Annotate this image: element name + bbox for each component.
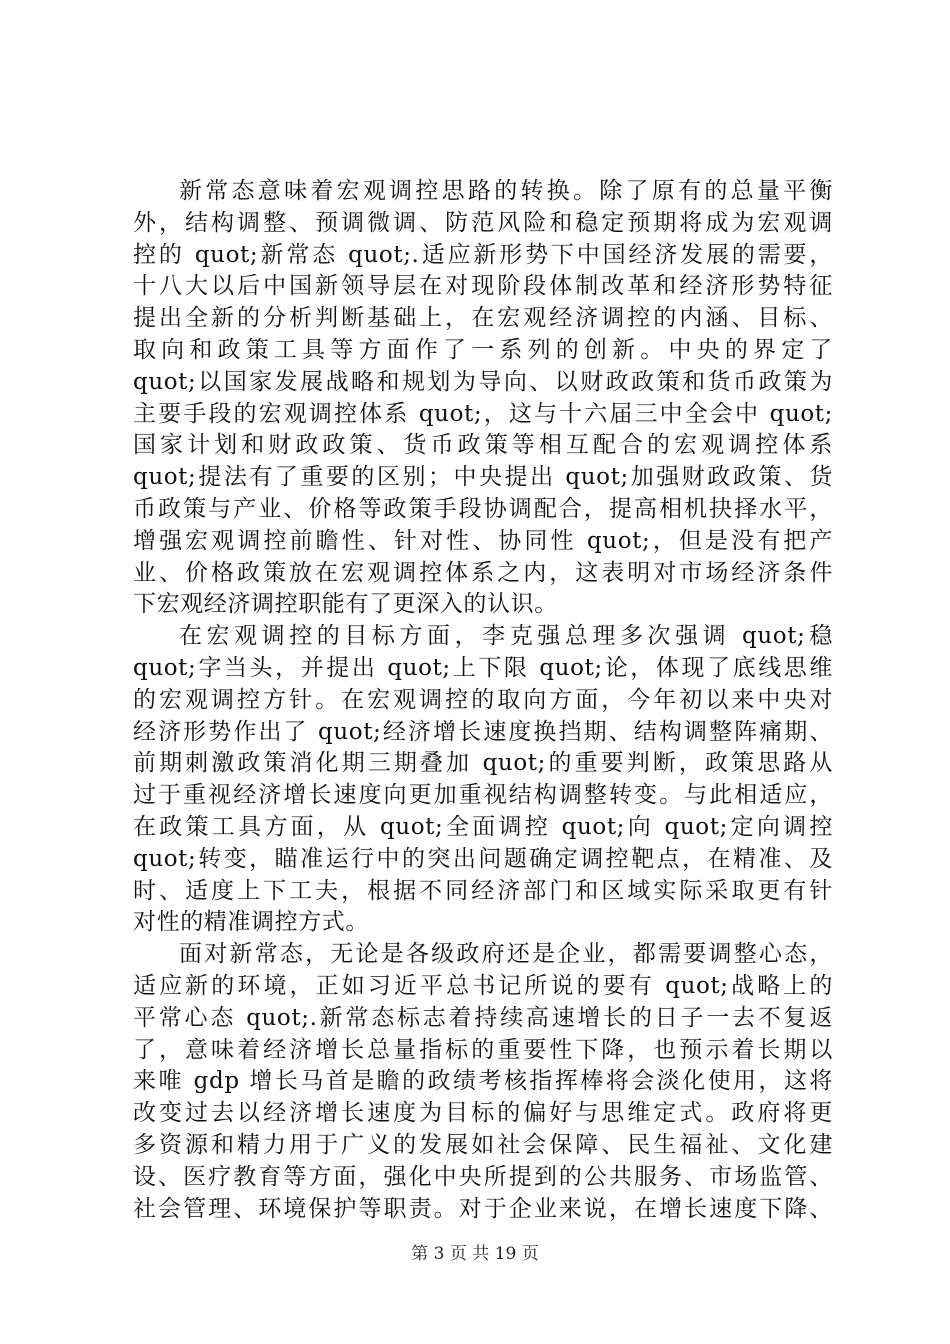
text-line: 在宏观调控的目标方面，李克强总理多次强调 quot;稳 [179,623,833,650]
text-line: 主要手段的宏观调控体系 quot;，这与十六届三中全会中 quot; [133,400,833,427]
text-line: 多资源和精力用于广义的发展如社会保障、民生福祉、文化建 [133,1131,833,1158]
text-line: 平常心态 quot;.新常态标志着持续高速增长的日子一去不复返 [133,1004,833,1031]
text-line: 经济形势作出了 quot;经济增长速度换挡期、结构调整阵痛期、 [133,718,833,745]
text-line: quot;提法有了重要的区别；中央提出 quot;加强财政政策、货 [133,464,833,491]
text-line: 币政策与产业、价格等政策手段协调配合，提高相机抉择水平， [133,495,833,522]
text-line: 社会管理、环境保护等职责。对于企业来说，在增长速度下降、 [133,1195,833,1222]
text-line: 改变过去以经济增长速度为目标的偏好与思维定式。政府将更 [133,1100,833,1127]
text-line: 新常态意味着宏观调控思路的转换。除了原有的总量平衡 [179,178,833,204]
text-line: 控的 quot;新常态 quot;.适应新形势下中国经济发展的需要， [133,241,833,268]
text-line: quot;转变，瞄准运行中的突出问题确定调控靶点，在精准、及 [133,845,833,872]
paragraph-new-normal-mindset [133,939,833,1225]
text-line: 时、适度上下工夫，根据不同经济部门和区域实际采取更有针 [133,877,833,904]
text-line: 国家计划和财政政策、货币政策等相互配合的宏观调控体系 [133,432,833,459]
text-line: 面对新常态，无论是各级政府还是企业，都需要调整心态， [179,941,833,968]
page-number-footer: 第 3 页 共 19 页 [411,1244,539,1264]
text-line: quot;字当头，并提出 quot;上下限 quot;论，体现了底线思维 [133,654,833,681]
text-line: quot;以国家发展战略和规划为导向、以财政政策和货币政策为 [133,368,833,395]
text-line: 在政策工具方面，从 quot;全面调控 quot;向 quot;定向调控 [133,813,833,840]
text-line: 增强宏观调控前瞻性、针对性、协同性 quot;，但是没有把产 [133,527,833,554]
text-line: 适应新的环境，正如习近平总书记所说的要有 quot;战略上的 [133,972,833,999]
text-line: 了，意味着经济增长总量指标的重要性下降，也预示着长期以 [133,1036,833,1063]
text-line: 业、价格政策放在宏观调控体系之内，这表明对市场经济条件 [133,559,833,586]
document-body [133,176,833,1225]
text-line: 提出全新的分析判断基础上，在宏观经济调控的内涵、目标、 [133,305,833,332]
text-line: 的宏观调控方针。在宏观调控的取向方面，今年初以来中央对 [133,686,833,713]
text-line: 来唯 gdp 增长马首是瞻的政绩考核指挥棒将会淡化使用，这将 [133,1068,833,1095]
text-line: 外，结构调整、预调微调、防范风险和稳定预期将成为宏观调 [133,209,833,236]
text-line: 前期刺激政策消化期三期叠加 quot;的重要判断，政策思路从 [133,750,833,777]
text-line: 十八大以后中国新领导层在对现阶段体制改革和经济形势特征 [133,273,833,300]
text-line: 下宏观经济调控职能有了更深入的认识。 [133,591,558,618]
text-line: 对性的精准调控方式。 [133,909,369,936]
text-line: 设、医疗教育等方面，强化中央所提到的公共服务、市场监管、 [133,1163,833,1190]
text-line: 过于重视经济增长速度向更加重视结构调整转变。与此相适应， [133,782,833,809]
paragraph-macro-control-shift [133,176,833,621]
paragraph-macro-control-targets [133,621,833,939]
text-line: 取向和政策工具等方面作了一系列的创新。中央的界定了 [133,336,833,363]
